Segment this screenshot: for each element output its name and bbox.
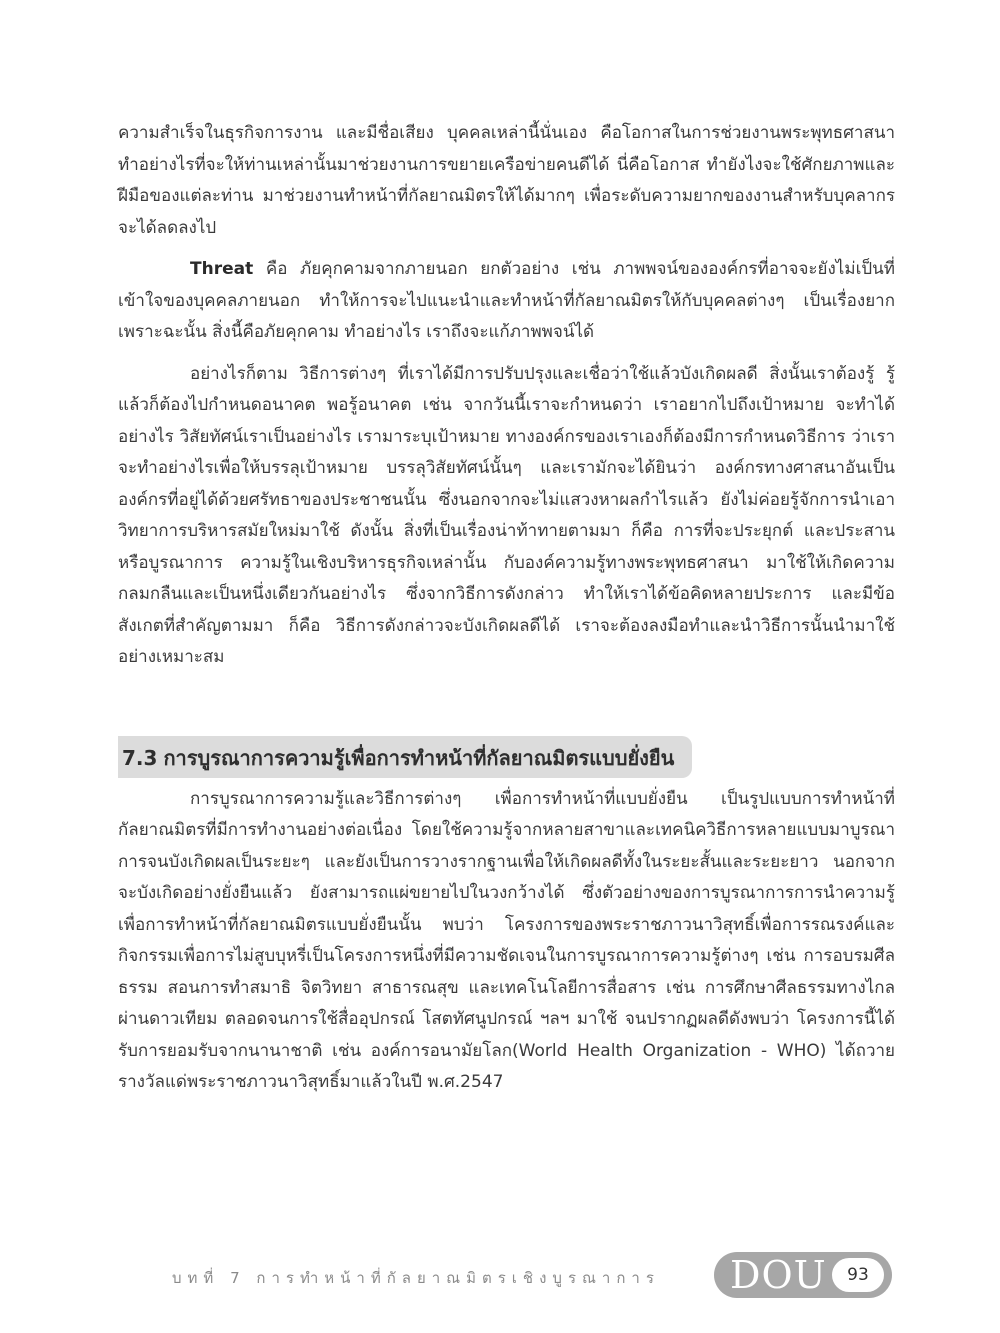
threat-description: คือ ภัยคุกคามจากภายนอก ยกตัวอย่าง เช่น ภาพพจน์ขององค์กรที่อาจจะยังไม่เป็นที่เข้าใจของบุคคลภายนอก ทำให้การจะไปแนะนำและทำหน้าที่กัลยาณมิตรให้กับบุคคลต่างๆ เป็นเรื่องยาก เพราะฉะนั้น สิ่งนี้คือภัยคุกคาม ทำอย่างไร เราถึงจะแก้ภาพพจน์ได้ bbox=[118, 259, 895, 342]
footer-badge bbox=[714, 1252, 892, 1298]
chapter-caption: บทที่ 7 การทำหน้าที่กัลยาณมิตรเชิงบูรณาการ bbox=[172, 1269, 660, 1287]
dou-logo: DOU bbox=[730, 1253, 827, 1297]
threat-term: Threat bbox=[190, 259, 254, 279]
section-title: การบูรณาการความรู้เพื่อการทำหน้าที่กัลยาณมิตรแบบยั่งยืน bbox=[163, 745, 675, 770]
body-paragraph-3: อย่างไรก็ตาม วิธีการต่างๆ ที่เราได้มีการปรับปรุงและเชื่อว่าใช้แล้วบังเกิดผลดี สิ่งนั้นเราต้องรู้ รู้แล้วก็ต้องไปกำหนดอนาคต พอรู้อนาคต เช่น จากวันนี้เราจะกำหนดว่า เราอยากไปถึงเป้าหมาย จะทำได้อย่างไร วิสัยทัศน์เราเป็นอย่างไร เรามาระบุเป้าหมาย ทางองค์กรของเราเองก็ต้องมีการกำหนดวิธีการ ว่าเราจะทำอย่างไรเพื่อให้บรรลุเป้าหมาย บรรลุวิสัยทัศน์นั้นๆ และเรามักจะได้ยินว่า องค์กรทางศาสนาอันเป็นองค์กรที่อยู่ได้ด้วยศรัทธาของประชาชนนั้น ซึ่งนอกจากจะไม่แสวงหาผลกำไรแล้ว ยังไม่ค่อยรู้จักการนำเอาวิทยาการบริหารสมัยใหม่มาใช้ ดังนั้น สิ่งที่เป็นเรื่องน่าท้าทายตามมา ก็คือ การที่จะประยุกต์ และประสานหรือบูรณาการ ความรู้ในเชิงบริหารธุรกิจเหล่านั้น กับองค์ความรู้ทางพระพุทธศาสนา มาใช้ให้เกิดความกลมกลืนและเป็นหนึ่งเดียวกันอย่างไร ซึ่งจากวิธีการดังกล่าว ทำให้เราได้ข้อคิดหลายประการ และมีข้อสังเกตที่สำคัญตามมา ก็คือ วิธีการดังกล่าวจะบังเกิดผลดีได้ เราจะต้องลงมือทำและนำวิธีการนั้นนำมาใช้อย่างเหมาะสม bbox=[118, 363, 895, 667]
section-number: 7.3 bbox=[122, 745, 158, 770]
page-number: 93 bbox=[832, 1258, 884, 1292]
body-paragraph-threat bbox=[118, 254, 895, 349]
page-footer bbox=[172, 1252, 892, 1300]
page-content bbox=[118, 118, 895, 1109]
section-paragraph-1: การบูรณาการความรู้และวิธีการต่างๆ เพื่อการทำหน้าที่แบบยั่งยืน เป็นรูปแบบการทำหน้าที่กัลยาณมิตรที่มีการทำงานอย่างต่อเนื่อง โดยใช้ความรู้จากหลายสาขาและเทคนิควิธีการหลายแบบมาบูรณาการจนบังเกิดผลเป็นระยะๆ และยังเป็นการวางรากฐานเพื่อให้เกิดผลดีทั้งในระยะสั้นและระยะยาว นอกจากจะบังเกิดอย่างยั่งยืนแล้ว ยังสามารถแผ่ขยายไปในวงกว้างได้ ซึ่งตัวอย่างของการบูรณาการการนำความรู้เพื่อการทำหน้าที่กัลยาณมิตรแบบยั่งยืนนั้น พบว่า โครงการของพระราชภาวนาวิสุทธิ์เพื่อการรณรงค์และกิจกรรมเพื่อการไม่สูบบุหรี่เป็นโครงการหนึ่งที่มีความชัดเจนในการบูรณาการความรู้ต่างๆ เช่น การอบรมศีลธรรม สอนการทำสมาธิ จิตวิทยา สาธารณสุข และเทคโนโลยีการสื่อสาร เช่น การศึกษาศีลธรรมทางไกลผ่านดาวเทียม ตลอดจนการใช้สื่ออุปกรณ์ โสตทัศนูปกรณ์ ฯลฯ มาใช้ จนปรากฏผลดีดังพบว่า โครงการนี้ได้รับการยอมรับจากนานาชาติ เช่น องค์การอนามัยโลก(World Health Organization - WHO) ได้ถวายรางวัลแด่พระราชภาวนาวิสุทธิ์มาแล้วในปี พ.ศ.2547 bbox=[118, 788, 895, 1092]
section-heading bbox=[118, 736, 692, 778]
body-paragraph-1: ความสำเร็จในธุรกิจการงาน และมีชื่อเสียง บุคคลเหล่านี้นั่นเอง คือโอกาสในการช่วยงานพระพุทธศาสนา ทำอย่างไรที่จะให้ท่านเหล่านั้นมาช่วยงานการขยายเครือข่ายคนดีได้ นี่คือโอกาส ทำยังไงจะใช้ศักยภาพและฝีมือของแต่ละท่าน มาช่วยงานทำหน้าที่กัลยาณมิตรให้ได้มากๆ เพื่อระดับความยากของงานสำหรับบุคลากรจะได้ลดลงไป bbox=[118, 123, 895, 238]
